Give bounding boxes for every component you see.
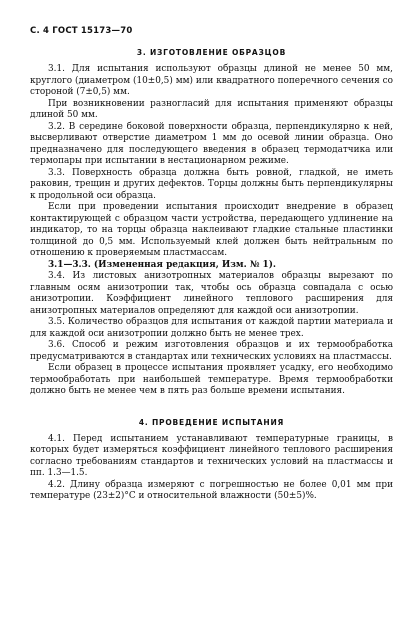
paragraph-3-1-note: При возникновении разногласий для испытания применяют образцы длиной 50 мм. bbox=[30, 98, 393, 120]
paragraph-3-3: 3.3. Поверхность образца должна быть ровной, гладкой, не иметь раковин, трещин и других дефектов. Торцы должны быть перпендикулярны к продольной оси образца. bbox=[30, 167, 393, 201]
page-header: С. 4 ГОСТ 15173—70 bbox=[30, 26, 133, 36]
section-gap bbox=[30, 398, 393, 412]
paragraph-3-1: 3.1. Для испытания используют образцы длиной не менее 50 мм, круглого (диаметром (10±0,5) мм) или квадратного поперечного сечения со стороной (7±0,5) мм. bbox=[30, 64, 393, 97]
paragraph-3-5: 3.5. Количество образцов для испытания от каждой партии материала и для каждой оси анизотропии должно быть не менее трех. bbox=[30, 317, 393, 339]
paragraph-3-2: 3.2. В середине боковой поверхности образца, перпендикулярно к ней, высверливают отверстие диаметром 1 мм до осевой линии образца. Оно предназначено для последующего введения в образец термодатчика или термопары при испытании в нестационарном режиме. bbox=[30, 121, 393, 166]
paragraph-4-1: 4.1. Перед испытанием устанавливают температурные границы, в которых будет измеряться коэффициент линейного теплового расширения согласно требованиям стандартов и технических условий на пластмассы и пп. 1.3—1.5. bbox=[30, 433, 393, 478]
amendment-text: 3.1—3.3. (Измененная редакция, Изм. № 1). bbox=[48, 259, 277, 270]
paragraph-3-6: 3.6. Способ и режим изготовления образцов и их термообработка предусматриваются в стандартах или технических условиях на пластмассы. bbox=[30, 340, 393, 362]
paragraph-3-4: 3.4. Из листовых анизотропных материалов образцы вырезают по главным осям анизотропии так, чтобы ось образца совпадала с осью анизотропии. Коэффициент линейного теплового расширения для анизотропных материалов определяют для каждой оси анизотропии. bbox=[30, 271, 393, 316]
paragraph-3-6-note: Если образец в процессе испытания проявляет усадку, его необходимо термообработать при наибольшей температуре. Время термообработки должно быть не менее чем в пять раз больше времени испытания. bbox=[30, 363, 393, 396]
paragraph-4-2: 4.2. Длину образца измеряют с погрешностью не более 0,01 мм при температуре (23±2)°С и относительной влажности (50±5)%. bbox=[30, 479, 393, 501]
amendment-note bbox=[30, 260, 393, 272]
section-3-title: 3. ИЗГОТОВЛЕНИЕ ОБРАЗЦОВ bbox=[136, 48, 287, 57]
section-4-title: 4. ПРОВЕДЕНИЕ ИСПЫТАНИЯ bbox=[138, 417, 285, 427]
paragraph-3-3-note: Если при проведении испытания происходит внедрение в образец контактирующей с образцом части устройства, передающего удлинение на индикатор, то на торцы образца наклеивают гладкие стальные пластинки толщиной до 0,5 мм. Используемый клей должен быть нейтральным по отношению к проверяемым пластмассам. bbox=[30, 202, 393, 258]
